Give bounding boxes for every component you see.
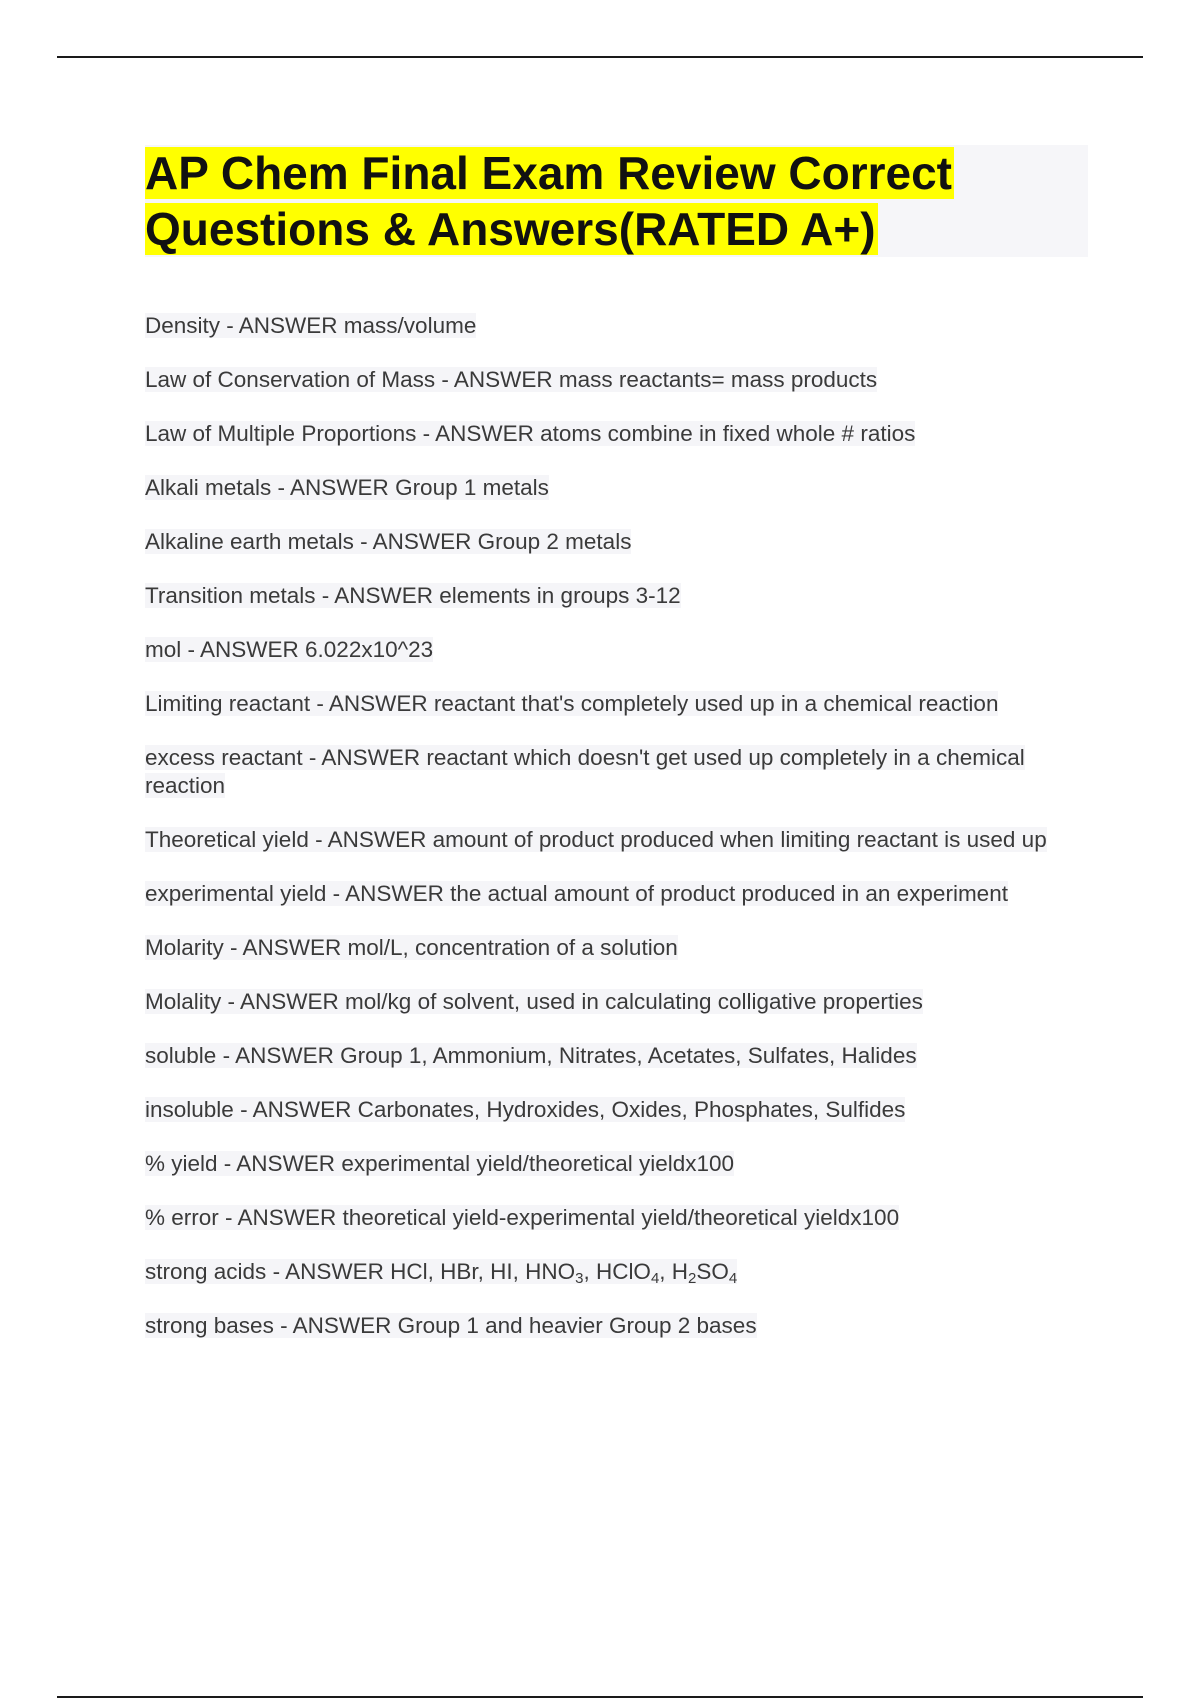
qa-term: strong bases <box>145 1313 274 1338</box>
qa-term: % error <box>145 1205 219 1230</box>
qa-entry <box>145 474 1095 502</box>
qa-entry-text <box>145 935 678 960</box>
qa-term: Limiting reactant <box>145 691 311 716</box>
qa-term: % yield <box>145 1151 218 1176</box>
qa-entry <box>145 988 1095 1016</box>
qa-separator: - ANSWER <box>273 1313 398 1338</box>
qa-answer: mol/L, concentration of a solution <box>347 935 678 960</box>
qa-entry <box>145 528 1095 556</box>
qa-entry <box>145 1204 1095 1232</box>
qa-entry <box>145 880 1095 908</box>
qa-separator: - ANSWER <box>233 1097 358 1122</box>
qa-entry-text <box>145 529 631 554</box>
qa-separator: - ANSWER <box>308 827 433 852</box>
qa-entry-text <box>145 637 433 662</box>
qa-term: strong acids <box>145 1259 267 1284</box>
qa-answer: elements in groups 3-12 <box>439 583 681 608</box>
qa-entry <box>145 1312 1095 1340</box>
qa-term: Transition metals <box>145 583 316 608</box>
qa-entry <box>145 366 1095 394</box>
qa-entry-text <box>145 313 476 338</box>
qa-separator: - ANSWER <box>217 1151 342 1176</box>
qa-term: Law of Multiple Proportions <box>145 421 417 446</box>
qa-answer: Group 1 and heavier Group 2 bases <box>397 1313 757 1338</box>
qa-entry-text <box>145 367 877 392</box>
qa-entry <box>145 826 1095 854</box>
qa-entry <box>145 1042 1095 1070</box>
qa-answer: mol/kg of solvent, used in calculating colligative properties <box>345 989 923 1014</box>
bottom-rule <box>57 1696 1143 1698</box>
qa-separator: - ANSWER <box>221 989 346 1014</box>
qa-entry <box>145 690 1095 718</box>
qa-entry <box>145 1258 1095 1286</box>
qa-entry-text <box>145 1205 899 1230</box>
qa-separator: - ANSWER <box>223 935 348 960</box>
qa-answer: HCl, HBr, HI, $HNO_3$, HClO$_4$, $H_2SO_4$ <box>390 1259 738 1287</box>
qa-answer: reactant that's completely used up in a chemical reaction <box>433 691 999 716</box>
qa-term: Alkaline earth metals <box>145 529 354 554</box>
qa-entry-text <box>145 1151 734 1176</box>
qa-answer: Carbonates, Hydroxides, Oxides, Phosphates, Sulfides <box>357 1097 906 1122</box>
qa-term: soluble <box>145 1043 217 1068</box>
qa-separator: - ANSWER <box>181 637 306 662</box>
qa-entry-text <box>145 691 998 716</box>
qa-entry-text <box>145 1259 738 1287</box>
qa-entry <box>145 312 1095 340</box>
qa-term: Density <box>145 313 221 338</box>
qa-answer: mass reactants= mass products <box>558 367 878 392</box>
qa-separator: - ANSWER <box>266 1259 391 1284</box>
qa-entry-text <box>145 1097 905 1122</box>
qa-entry-text <box>145 827 1047 852</box>
qa-answer: the actual amount of product produced in an experiment <box>450 881 1008 906</box>
qa-entry <box>145 1096 1095 1124</box>
qa-entry <box>145 636 1095 664</box>
qa-entry <box>145 744 1095 800</box>
qa-answer: Group 2 metals <box>477 529 632 554</box>
qa-term: Alkali metals <box>145 475 272 500</box>
qa-separator: - ANSWER <box>271 475 396 500</box>
qa-term: Law of Conservation of Mass <box>145 367 436 392</box>
qa-separator: - ANSWER <box>435 367 559 392</box>
title-line-2: Questions & Answers(RATED A+) <box>145 203 876 255</box>
qa-answer: atoms combine in fixed whole # ratios <box>540 421 916 446</box>
qa-term: experimental yield <box>145 881 327 906</box>
qa-term: excess reactant <box>145 745 303 770</box>
qa-entry-text <box>145 1313 757 1338</box>
qa-separator: - ANSWER <box>220 313 344 338</box>
qa-term: Molality <box>145 989 222 1014</box>
qa-term: Molarity <box>145 935 224 960</box>
qa-separator: - ANSWER <box>310 691 434 716</box>
qa-entry-text <box>145 583 681 608</box>
qa-entry-text <box>145 475 549 500</box>
qa-answer: Group 1 metals <box>395 475 549 500</box>
qa-answer: mass/volume <box>343 313 477 338</box>
qa-entry <box>145 1150 1095 1178</box>
qa-entry <box>145 582 1095 610</box>
qa-answer: Group 1, Ammonium, Nitrates, Acetates, Sulfates, Halides <box>340 1043 917 1068</box>
qa-entry-text <box>145 421 915 446</box>
title-line-1: AP Chem Final Exam Review Correct <box>145 147 952 199</box>
qa-answer: experimental yield/theoretical yieldx100 <box>341 1151 735 1176</box>
qa-entry-text <box>145 1043 917 1068</box>
page-title <box>145 145 1088 257</box>
qa-separator: - ANSWER <box>326 881 451 906</box>
qa-separator: - ANSWER <box>218 1205 343 1230</box>
qa-entry <box>145 934 1095 962</box>
qa-separator: - ANSWER <box>302 745 427 770</box>
qa-entry-text <box>145 989 923 1014</box>
qa-term: Theoretical yield <box>145 827 309 852</box>
qa-entry-text <box>145 745 1025 798</box>
qa-entry <box>145 420 1095 448</box>
qa-entry-text <box>145 881 1008 906</box>
qa-answer: theoretical yield-experimental yield/theoretical yieldx100 <box>342 1205 900 1230</box>
qa-answer: reactant which doesn't get used up completely in a chemical reaction <box>145 745 1025 798</box>
qa-separator: - ANSWER <box>315 583 440 608</box>
qa-list <box>145 312 1095 1366</box>
qa-answer: amount of product produced when limiting reactant is used up <box>432 827 1047 852</box>
title-block <box>145 145 1088 257</box>
qa-separator: - ANSWER <box>353 529 478 554</box>
qa-separator: - ANSWER <box>416 421 541 446</box>
qa-term: insoluble <box>145 1097 234 1122</box>
qa-answer: 6.022x10^23 <box>305 637 434 662</box>
qa-separator: - ANSWER <box>216 1043 341 1068</box>
top-rule <box>57 56 1143 58</box>
qa-term: mol <box>145 637 182 662</box>
